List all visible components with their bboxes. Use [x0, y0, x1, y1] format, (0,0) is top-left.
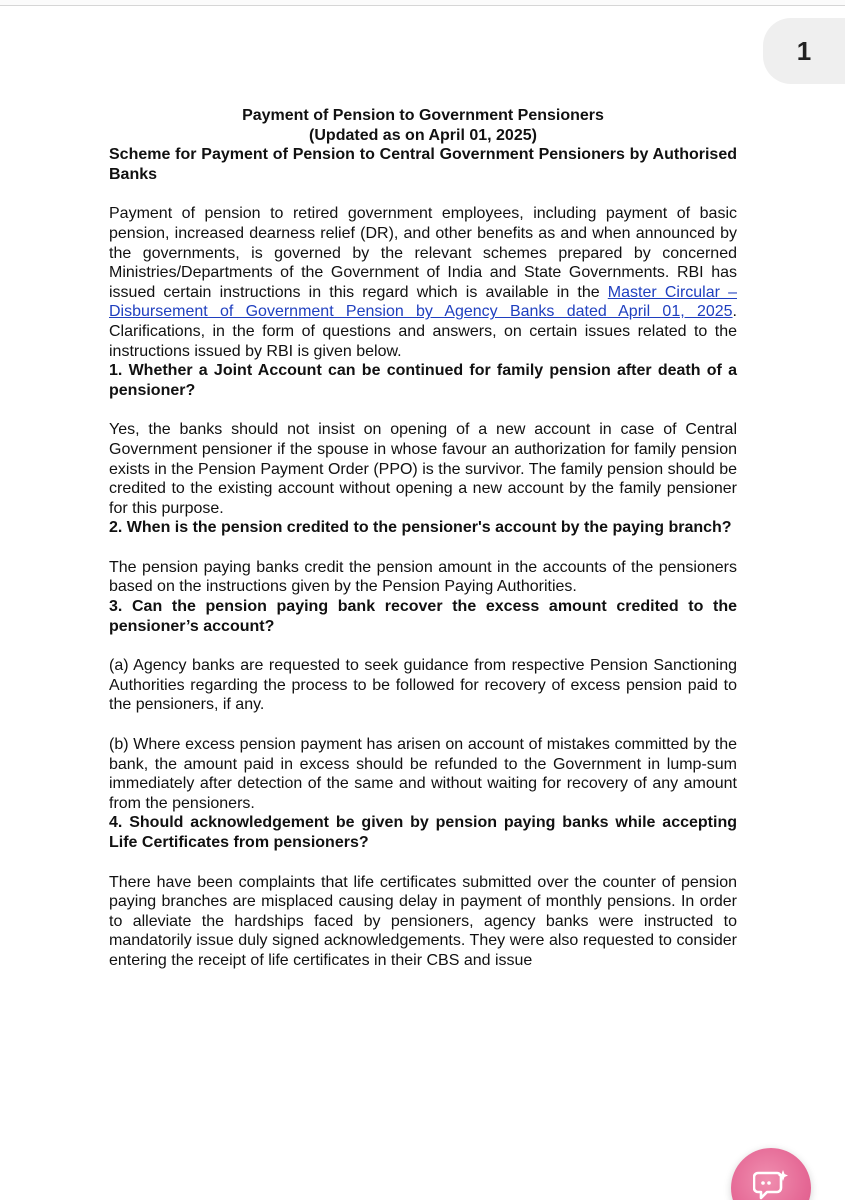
page-number-badge — [763, 18, 845, 84]
answer-3b-paragraph: (b) Where excess pension payment has arisen on account of mistakes committed by the bank, the amount paid in excess should be refunded to the Government in lump-sum immediately after detection of the same and without waiting for recovery of any amount from the pensioners. — [109, 736, 737, 812]
document-title-line1: Payment of Pension to Government Pensioners — [242, 107, 604, 124]
answer-3a-paragraph: (a) Agency banks are requested to seek guidance from respective Pension Sanctioning Authorities regarding the process to be followed for recovery of excess pension paid to the pensioners, if any. — [109, 657, 737, 714]
document-title-line2: (Updated as on April 01, 2025) — [309, 126, 537, 144]
question-4-heading: 4. Should acknowledgement be given by pension paying banks while accepting Life Certificates from pensioners? — [109, 814, 737, 851]
intro-text-after-link: . Clarifications, in the form of questions and answers, on certain issues related to the instructions issued by RBI is given below. — [109, 303, 737, 360]
question-3-heading: 3. Can the pension paying bank recover the excess amount credited to the pensioner’s account? — [109, 598, 737, 635]
intro-paragraph — [109, 204, 737, 361]
question-2-heading: 2. When is the pension credited to the pensioner's account by the paying branch? — [109, 519, 732, 537]
answer-2-paragraph: The pension paying banks credit the pension amount in the accounts of the pensioners based on the instructions given by the Pension Paying Authorities. — [109, 558, 737, 596]
page-number: 1 — [796, 35, 812, 66]
document-page — [109, 106, 737, 971]
intro-text-before-link: Payment of pension to retired government employees, including payment of basic pension, increased dearness relief (DR), and other benefits as and when announced by the governments, is governed by the relevant schemes prepared by concerned Ministries/Departments of the Government of India and State Governments. RBI has issued certain instructions in this regard which is available in the — [109, 205, 737, 301]
answer-4-paragraph: There have been complaints that life certificates submitted over the counter of pension paying branches are misplaced causing delay in payment of monthly pensions. In order to alleviate the hardships faced by pensioners, agency banks were instructed to mandatorily issue duly signed acknowledgements. They were also requested to consider entering the receipt of life certificates in their CBS and issue — [109, 873, 737, 969]
question-1-heading: 1. Whether a Joint Account can be continued for family pension after death of a pensioner? — [109, 362, 737, 399]
viewer-top-bar — [0, 0, 845, 6]
answer-1-paragraph: Yes, the banks should not insist on opening of a new account in case of Central Government pensioner if the spouse in whose favour an authorization for family pension exists in the Pension Payment Order (PPO) is the survivor. The family pension should be credited to the existing account without opening a new account by the family pensioner for this purpose. — [109, 421, 737, 517]
ai-chat-button[interactable] — [731, 1148, 811, 1200]
master-circular-link[interactable]: Master Circular – Disbursement of Government Pension by Agency Banks dated April 01, 2025 — [109, 283, 737, 321]
chat-sparkle-icon — [753, 1168, 789, 1200]
scheme-heading: Scheme for Payment of Pension to Central Government Pensioners by Authorised Banks — [109, 146, 737, 183]
